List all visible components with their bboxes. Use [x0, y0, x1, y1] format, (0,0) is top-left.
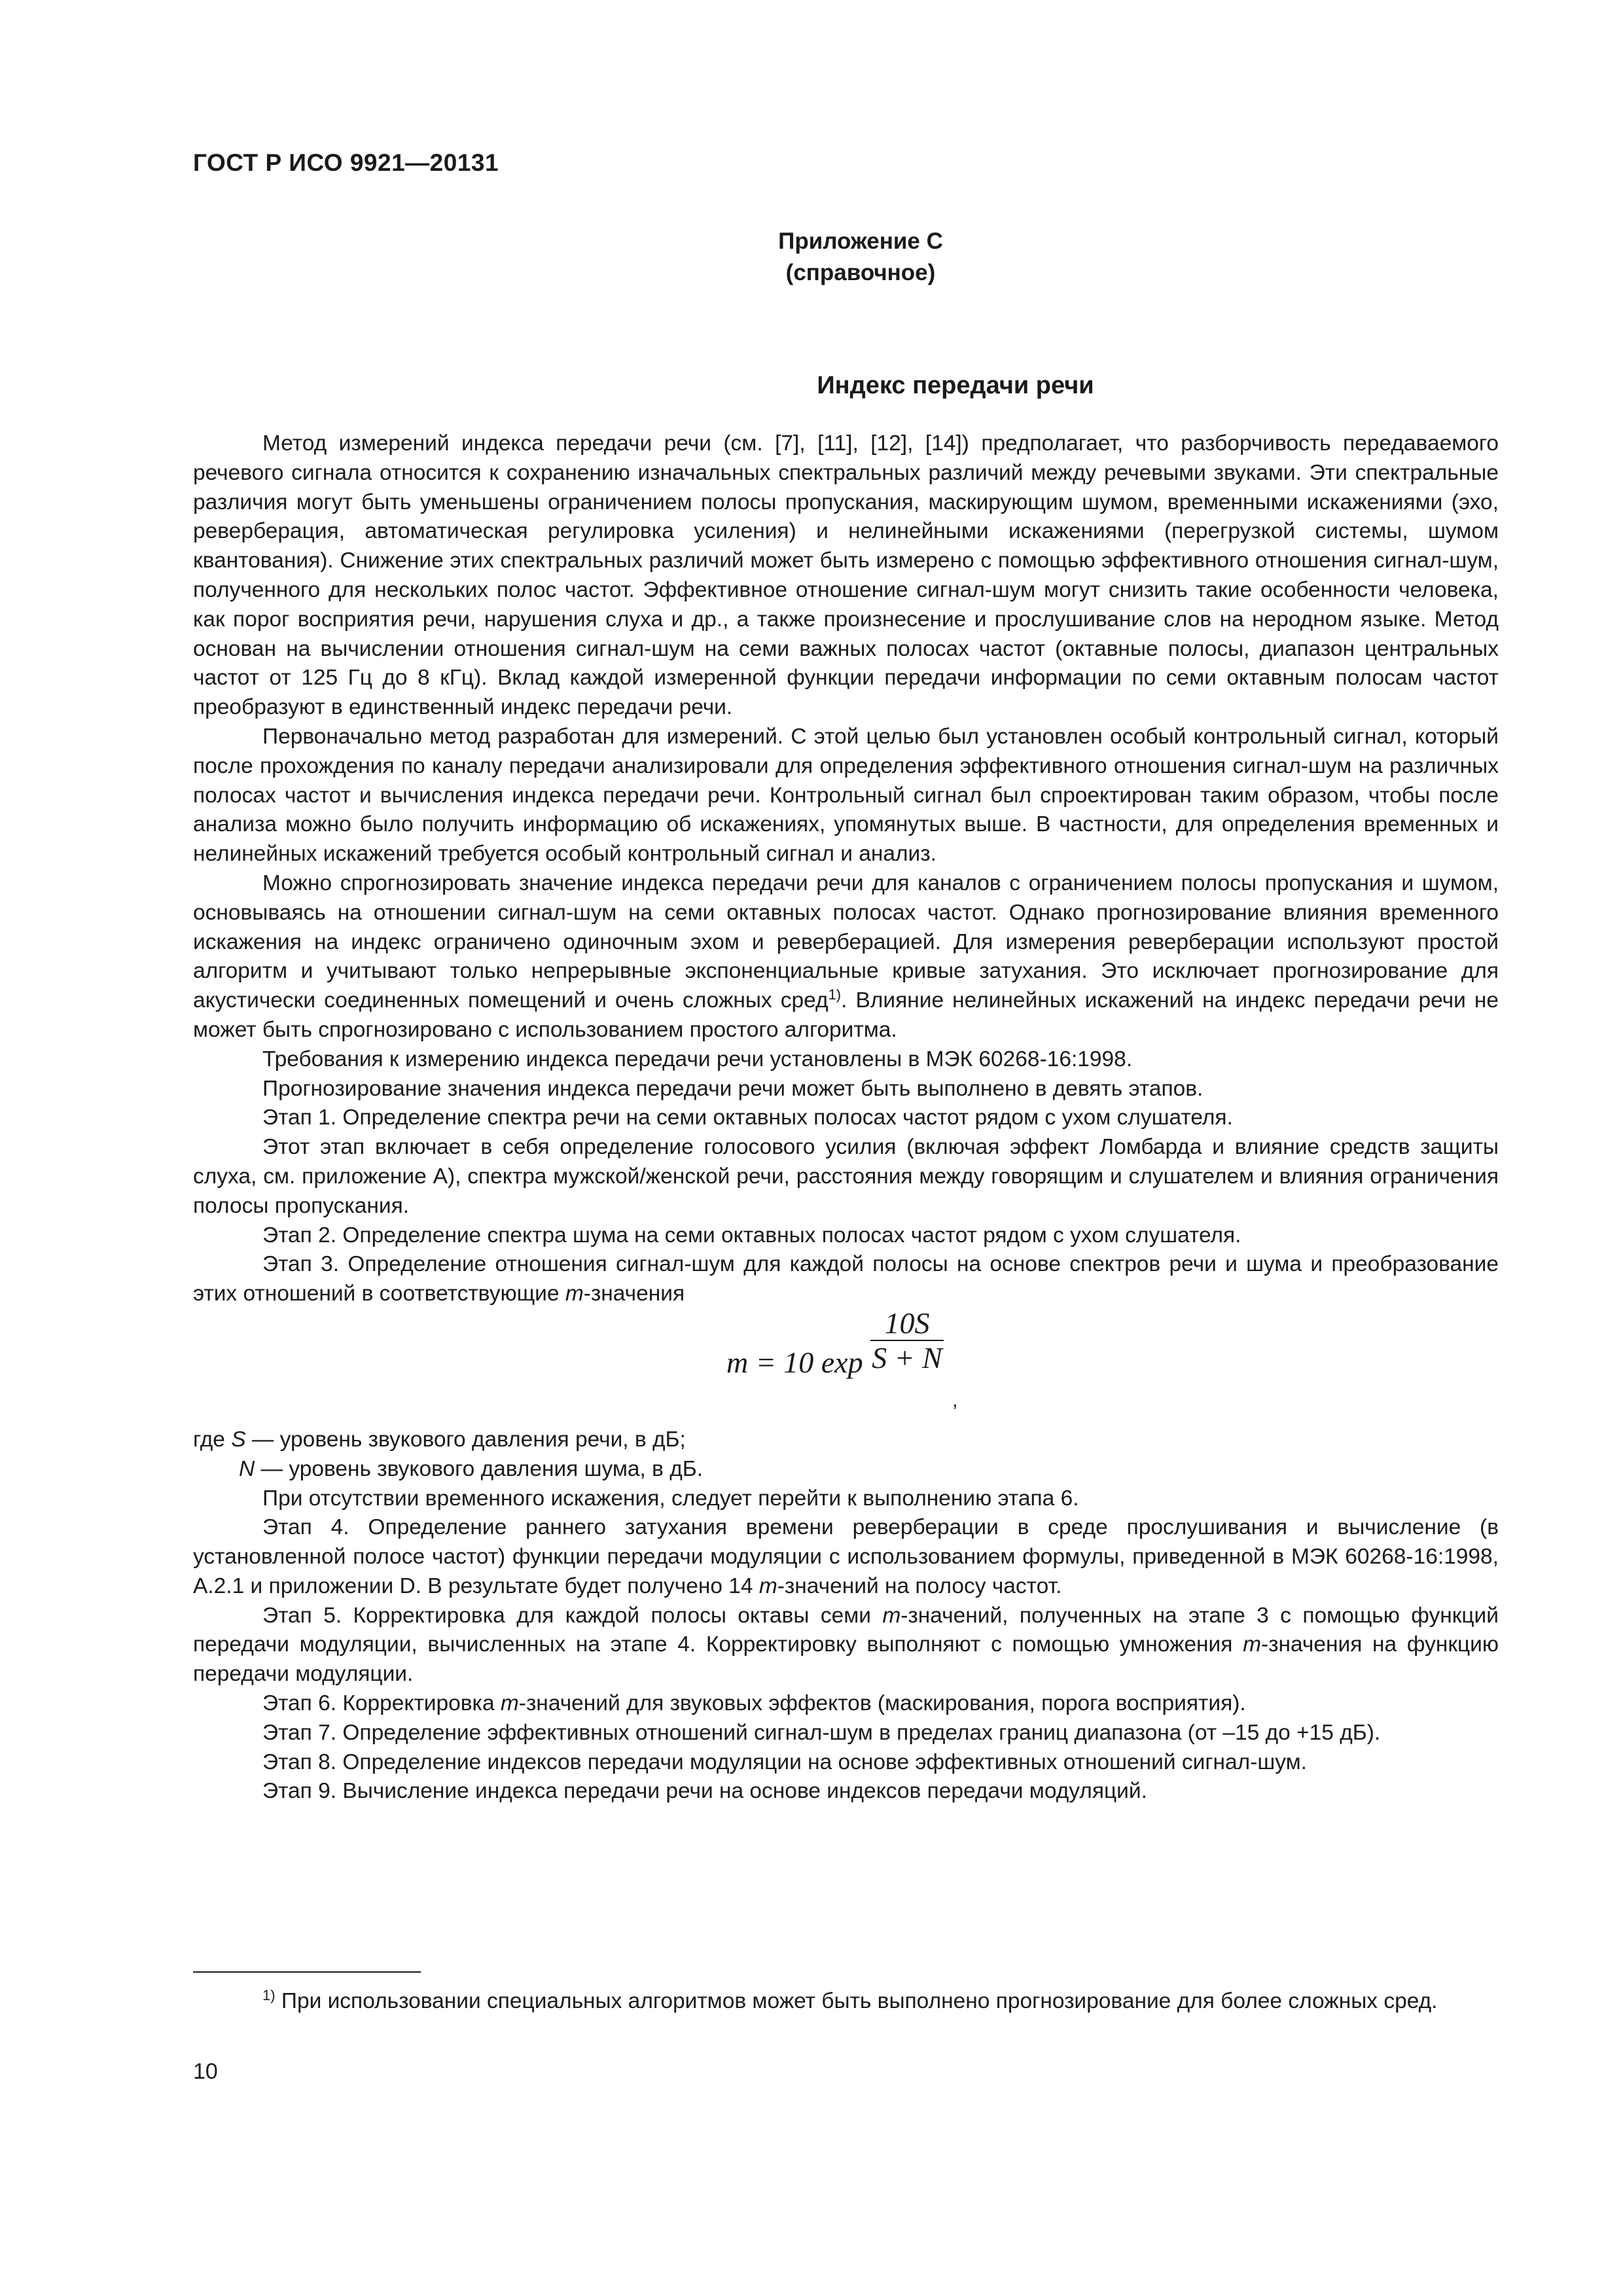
paragraph [193, 1513, 1499, 1601]
symbol-m: m [1243, 1632, 1261, 1657]
text: Этап 5. Корректировка для каждой полосы октавы семи [262, 1603, 883, 1628]
body-text [193, 429, 1499, 1806]
formula-lhs: m = 10 exp [726, 1345, 863, 1379]
formula-denominator: S + N [872, 1340, 942, 1374]
annex-label: Приложение С [778, 228, 943, 254]
paragraph [193, 869, 1499, 1045]
text: — уровень звукового давления шума, в дБ. [255, 1456, 704, 1481]
text: Можно спрогнозировать значение индекса передачи речи для каналов с ограничением полосы пропускания и шумом, основываясь на отношении сигнал-шум на семи октавных полосах частот. Однако прогнозирование влияния временного искажения на индекс ограничено одиночным эхом и реверберацией. Для измерения реверберации используют простой алгоритм и учитывают только непрерывные экспоненциальные кривые затухания. Это исключает прогнозирование для акустически соединенных помещений и очень сложных сред [193, 870, 1499, 1013]
formula-comma: , [952, 1389, 958, 1411]
page-number: 10 [193, 2059, 218, 2084]
paragraph: Метод измерений индекса передачи речи (см. [7], [11], [12], [14]) предполагает, что разборчивость передаваемого речевого сигнала относится к сохранению изначальных спектральных различий между речевыми звуками. Эти спектральные различия могут быть уменьшены ограничением полосы пропускания, маскирующим шумом, временными искажениями (эхо, реверберация, автоматическая регулировка усиления) и нелинейными искажениями (перегрузкой системы, шумом квантования). Снижение этих спектральных различий может быть измерено с помощью эффективного отношения сигнал-шум, полученного для нескольких полос частот. Эффективное отношение сигнал-шум могут снизить такие особенности человека, как порог восприятия речи, нарушения слуха и др., а также произнесение и прослушивание слов на неродном языке. Метод основан на вычислении отношения сигнал-шум на семи важных полосах частот (октавные полосы, диапазон центральных частот от 125 Гц до 8 кГц). Вклад каждой измеренной функции передачи информации по семи октавным полосам частот преобразуют в единственный индекс передачи речи. [193, 431, 1499, 720]
section-title: Индекс передачи речи [817, 372, 1094, 399]
annex-type: (справочное) [785, 260, 936, 285]
where-line [193, 1426, 1499, 1455]
paragraph [193, 1250, 1499, 1309]
footnote-ref: 1) [828, 986, 842, 1003]
paragraph: Этап 1. Определение спектра речи на семи октавных полосах частот рядом с ухом слушателя. [262, 1105, 1233, 1130]
paragraph [193, 1602, 1499, 1689]
where-line [193, 1455, 1499, 1484]
formula-m-value [193, 1306, 1499, 1426]
paragraph: Этот этап включает в себя определение голосового усилия (включая эффект Ломбарда и влияние средств защиты слуха, см. приложение А), спектра мужской/женской речи, расстояния между говорящим и слушателем и влияния ограничения полосы пропускания. [193, 1135, 1499, 1218]
standard-code: ГОСТ Р ИСО 9921—20131 [193, 149, 499, 176]
text: Этап 6. Корректировка [262, 1691, 501, 1716]
paragraph [193, 1689, 1499, 1719]
text: -значений, полученных на этапе 3 с помощью функций передачи модуляции, вычисленных на этапе 4. Корректировку выполняют с помощью умножения [193, 1603, 1499, 1657]
text: -значения на функцию передачи модуляции. [193, 1632, 1499, 1687]
footnote-divider [193, 1971, 421, 1973]
paragraph: Этап 9. Вычисление индекса передачи речи на основе индексов передачи модуляций. [262, 1779, 1147, 1804]
footnote-text: При использовании специальных алгоритмов может быть выполнено прогнозирование для более сложных сред. [275, 1989, 1438, 2013]
symbol-m: m [565, 1282, 584, 1306]
text: . Влияние нелинейных искажений на индекс передачи речи не может быть спрогнозировано с использованием простого алгоритма. [193, 988, 1499, 1042]
paragraph: Этап 2. Определение спектра шума на семи октавных полосах частот рядом с ухом слушателя. [262, 1223, 1241, 1247]
footnote-marker: 1) [262, 1986, 276, 2003]
annex-heading [641, 226, 1080, 289]
paragraph: Прогнозирование значения индекса передачи речи может быть выполнено в девять этапов. [262, 1076, 1204, 1101]
text: -значений для звуковых эффектов (маскирования, порога восприятия). [518, 1691, 1246, 1716]
symbol-m: m [882, 1603, 901, 1628]
text: — уровень звукового давления речи, в дБ; [245, 1427, 686, 1452]
symbol-m: m [758, 1573, 777, 1598]
text: Этап 3. Определение отношения сигнал-шум для каждой полосы на основе спектров речи и шума и преобразование этих отношений в соответствующие [193, 1252, 1499, 1306]
paragraph: Этап 8. Определение индексов передачи модуляции на основе эффективных отношений сигнал-шум. [262, 1749, 1307, 1774]
paragraph: Этап 7. Определение эффективных отношений сигнал-шум в пределах границ диапазона (от –15 до +15 дБ). [262, 1720, 1381, 1745]
text: -значений на полосу частот. [777, 1573, 1062, 1598]
text: -значения [583, 1282, 685, 1306]
symbol-s: S [231, 1427, 246, 1452]
footnote [193, 1987, 1499, 2017]
formula-fraction [870, 1306, 944, 1374]
text: Этап 4. Определение раннего затухания времени реверберации в среде прослушивания и вычисление (в установленной полосе частот) функции передачи модуляции с использованием формулы, приведенной в МЭК 60268-16:1998, А.2.1 и приложении D. В результате будет получено 14 [193, 1515, 1499, 1598]
symbol-m: m [500, 1691, 519, 1716]
paragraph: Первоначально метод разработан для измерений. С этой целью был установлен особый контрольный сигнал, который после прохождения по каналу передачи анализировали для определения эффективного отношения сигнал-шум на различных полосах частот и вычисления индекса передачи речи. Контрольный сигнал был спроектирован таким образом, чтобы после анализа можно было получить информацию об искажениях, упомянутых выше. В частности, для определения временных и нелинейных искажений требуется особый контрольный сигнал и анализ. [193, 724, 1499, 867]
formula-numerator: 10S [870, 1309, 944, 1341]
text: где [193, 1427, 232, 1452]
symbol-n: N [239, 1456, 255, 1481]
paragraph: При отсутствии временного искажения, следует перейти к выполнению этапа 6. [262, 1486, 1079, 1511]
paragraph: Требования к измерению индекса передачи речи установлены в МЭК 60268-16:1998. [262, 1047, 1133, 1071]
